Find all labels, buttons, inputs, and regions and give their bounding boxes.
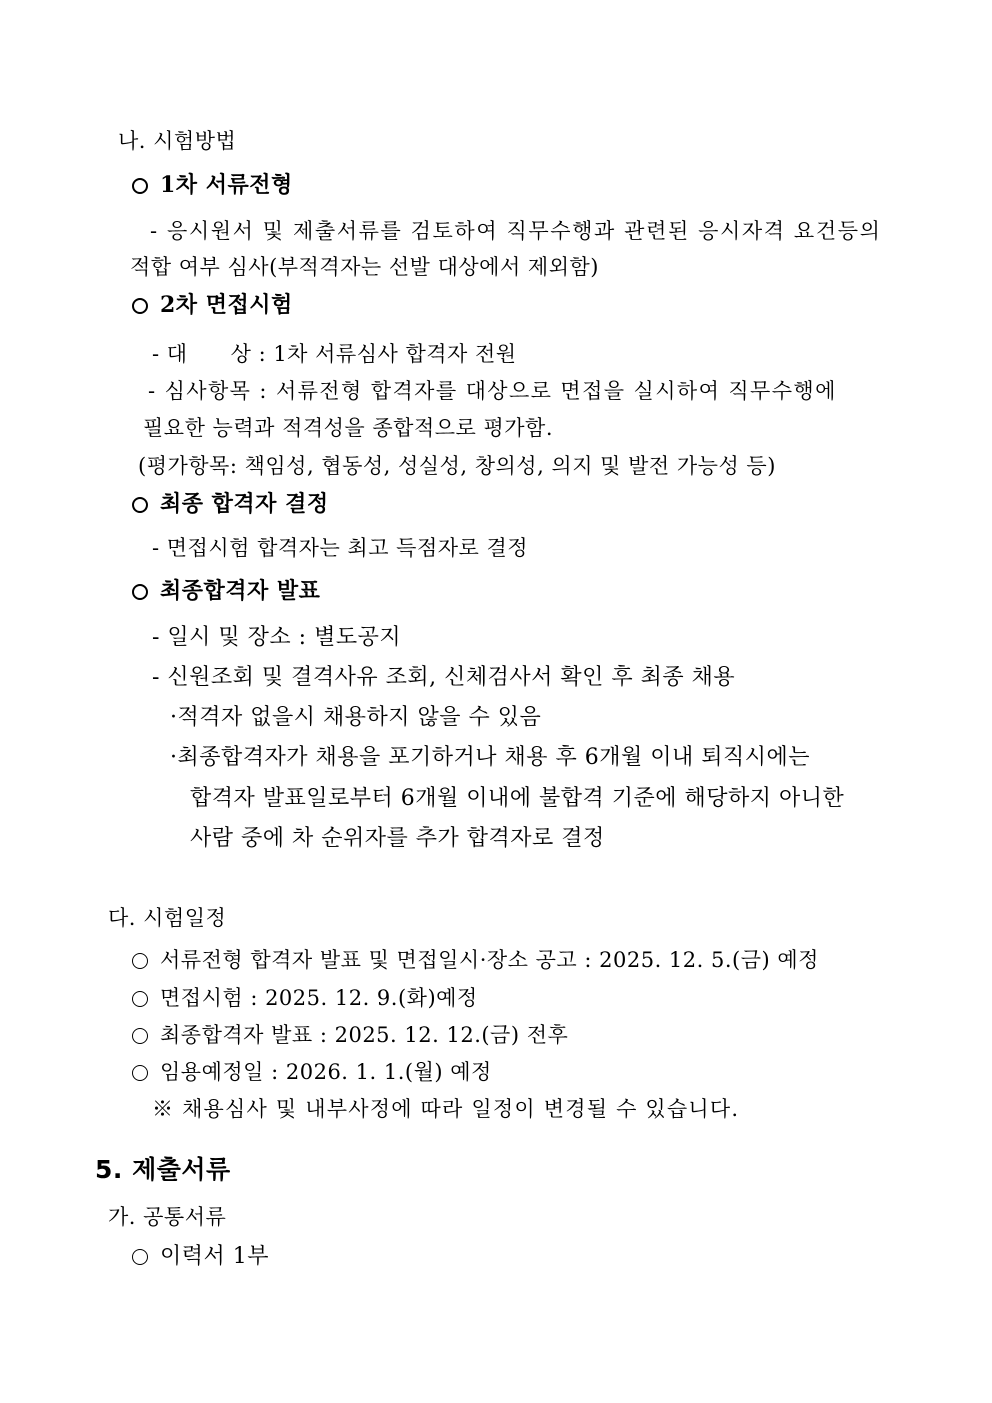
interview-criteria-line: - 심사항목 : 서류전형 합격자를 대상으로 면접을 실시하여 직무수행에 — [148, 379, 837, 403]
schedule-note: ※ 채용심사 및 내부사정에 따라 일정이 변경될 수 있습니다. — [152, 1097, 740, 1121]
document-item: 이력서 1부 — [132, 1243, 269, 1271]
circle-bullet-icon — [132, 178, 148, 194]
item-heading-document-screening: 1차 서류전형 — [132, 171, 293, 199]
section-title-exam-schedule: 다. 시험일정 — [108, 906, 227, 930]
item-heading-final-announcement: 최종합격자 발표 — [132, 577, 320, 605]
interview-target-line: - 대 상 : 1차 서류심사 합격자 전원 — [152, 342, 517, 366]
subsection-title-common-documents: 가. 공통서류 — [108, 1205, 227, 1229]
interview-criteria-line: 필요한 능력과 적격성을 종합적으로 평가함. — [143, 416, 554, 440]
section-title-exam-method: 나. 시험방법 — [118, 129, 237, 153]
schedule-item: 서류전형 합격자 발표 및 면접일시·장소 공고 : 2025. 12. 5.(금) 예정 — [132, 946, 819, 974]
item-heading-final-decision: 최종 합격자 결정 — [132, 490, 329, 518]
announcement-line: - 일시 및 장소 : 별도공지 — [152, 625, 402, 650]
announcement-line: - 신원조회 및 결격사유 조회, 신체검사서 확인 후 최종 채용 — [152, 665, 736, 690]
final-decision-line: - 면접시험 합격자는 최고 득점자로 결정 — [152, 536, 529, 560]
announcement-subitem-cont: 사람 중에 차 순위자를 추가 합격자로 결정 — [190, 826, 605, 851]
interview-evaluation-items: (평가항목: 책임성, 협동성, 성실성, 창의성, 의지 및 발전 가능성 등) — [138, 454, 776, 478]
circle-bullet-icon — [132, 584, 148, 600]
schedule-item: 최종합격자 발표 : 2025. 12. 12.(금) 전후 — [132, 1021, 568, 1049]
schedule-item: 면접시험 : 2025. 12. 9.(화)예정 — [132, 984, 478, 1012]
circle-bullet-icon — [132, 953, 148, 969]
circle-bullet-icon — [132, 991, 148, 1007]
section-title-submission-documents: 5. 제출서류 — [95, 1155, 231, 1184]
announcement-subitem-cont: 합격자 발표일로부터 6개월 이내에 불합격 기준에 해당하지 아니한 — [190, 786, 845, 811]
circle-bullet-icon — [132, 1065, 148, 1081]
circle-bullet-icon — [132, 1249, 148, 1265]
circle-bullet-icon — [132, 298, 148, 314]
item-heading-interview: 2차 면접시험 — [132, 291, 293, 319]
announcement-subitem: ·적격자 없을시 채용하지 않을 수 있음 — [170, 705, 542, 730]
circle-bullet-icon — [132, 1028, 148, 1044]
document-screening-desc-line: 적합 여부 심사(부적격자는 선발 대상에서 제외함) — [130, 255, 599, 279]
schedule-item: 임용예정일 : 2026. 1. 1.(월) 예정 — [132, 1058, 492, 1086]
circle-bullet-icon — [132, 497, 148, 513]
document-screening-desc-line: - 응시원서 및 제출서류를 검토하여 직무수행과 관련된 응시자격 요건등의 — [150, 219, 882, 243]
announcement-subitem: ·최종합격자가 채용을 포기하거나 채용 후 6개월 이내 퇴직시에는 — [170, 745, 810, 770]
